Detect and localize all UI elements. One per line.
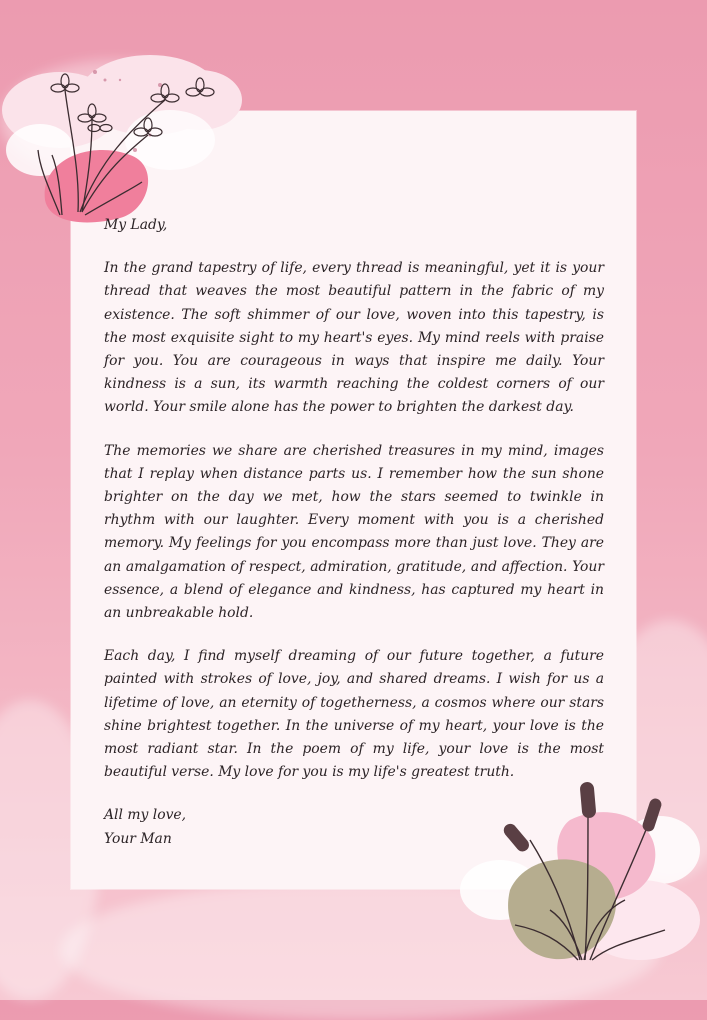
letter-paragraph-3: Each day, I find myself dreaming of our future together, a future painted with strokes of love, joy, and shared dreams. I wish for us a lifetime of love, an eternity of togetherness, a cosmos where our stars shine brightest together. In the universe of my heart, your love is the most radiant star. In the poem of my life, your love is the most beautiful verse. My love for you is my life's greatest truth. bbox=[104, 648, 604, 781]
letter-closing: All my love, bbox=[104, 807, 187, 824]
letter-paragraph-1: In the grand tapestry of life, every thread is meaningful, yet it is your thread that weaves the most beautiful pattern in the fabric of my existence. The soft shimmer of our love, woven into this tapestry, is the most exquisite sight to my heart's eyes. My mind reels with praise for you. You are courageous in ways that inspire me daily. Your kindness is a sun, its warmth reaching the coldest corners of our world. Your smile alone has the power to brighten the darkest day. bbox=[104, 260, 604, 416]
letter-body bbox=[104, 214, 604, 851]
letter-signature: Your Man bbox=[104, 830, 172, 847]
letter-greeting: My Lady, bbox=[104, 217, 168, 233]
letter-paragraph-2: The memories we share are cherished treasures in my mind, images that I replay when distance parts us. I remember how the sun shone brighter on the day we met, how the stars seemed to twinkle in rhythm with our laughter. Every moment with you is a cherished memory. My feelings for you encompass more than just love. They are an amalgamation of respect, admiration, gratitude, and affection. Your essence, a blend of elegance and kindness, has captured my heart in an unbreakable hold. bbox=[104, 442, 604, 622]
